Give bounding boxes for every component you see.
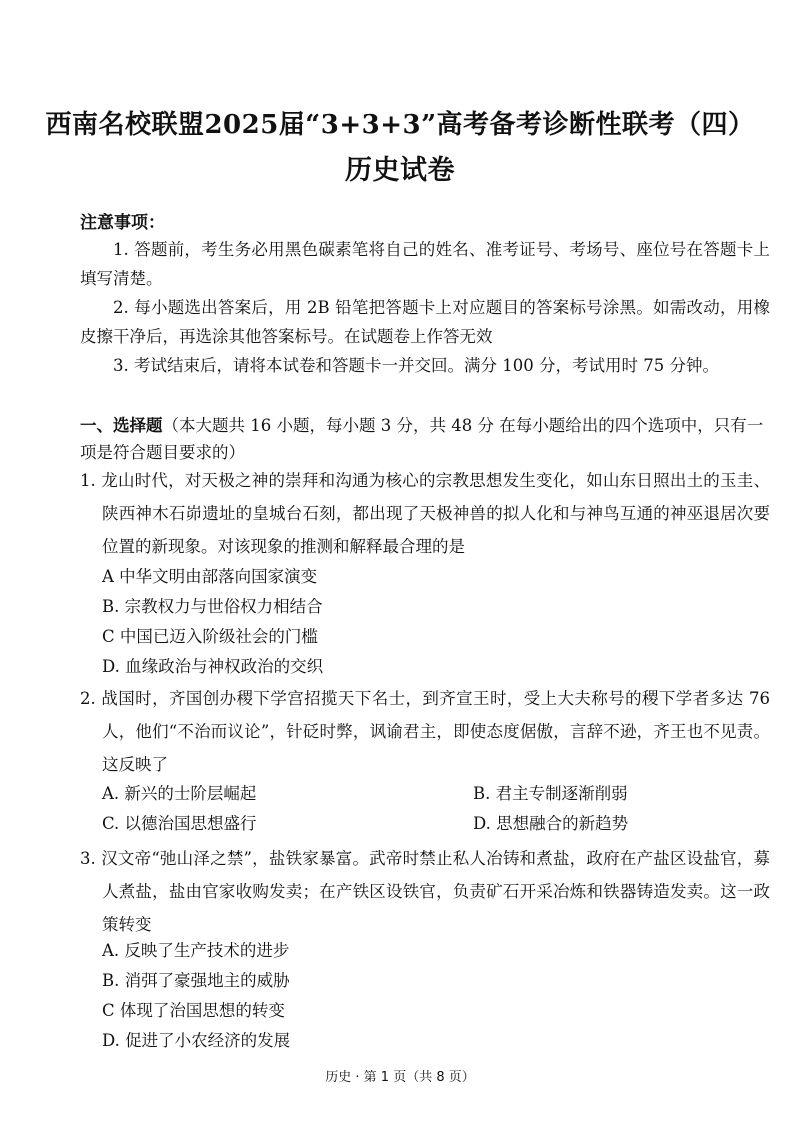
- subject-title: 历史试卷: [345, 155, 455, 186]
- option: A. 反映了生产技术的进步: [102, 941, 290, 960]
- option: C 体现了治国思想的转变: [102, 1001, 285, 1020]
- exam-title: 西南名校联盟2025届“3+3+3”高考备考诊断性联考（四）: [45, 110, 755, 140]
- note-item: 3. 考试结束后，请将本试卷和答题卡一并交回。满分 100 分，考试用时 75 分钟。: [113, 356, 719, 375]
- question-stem: 1. 龙山时代，对天极之神的崇拜和沟通为核心的宗教思想发生变化，如山东日照出土的玉圭、陕西神木石峁遗址的皇城台石刻，都出现了天极神兽的拟人化和与神鸟互通的神巫退居次要位置的新现象。对该现象的推测和解释最合理的是: [80, 471, 770, 556]
- option: D. 促进了小农经济的发展: [102, 1031, 291, 1050]
- notes-heading: 注意事项：: [80, 213, 165, 233]
- option: A. 新兴的士阶层崛起: [102, 784, 257, 803]
- option: C 中国已迈入阶级社会的门槛: [102, 627, 318, 646]
- question-stem: 2. 战国时，齐国创办稷下学宫招揽天下名士，到齐宣王时，受上大夫称号的稷下学者多达 76 人，他们“不治而议论”，针砭时弊，讽谕君主，即使态度倨傲，言辞不逊，齐王也不见责。这反映了: [80, 689, 770, 774]
- question-stem: 3. 汉文帝“弛山泽之禁”，盐铁家暴富。武帝时禁止私人冶铸和煮盐，政府在产盐区设盐官，募人煮盐，盐由官家收购发卖；在产铁区设铁官，负责矿石开采冶炼和铁器铸造发卖。这一政策转变: [80, 849, 770, 934]
- note-item: 2. 每小题选出答案后，用 2B 铅笔把答题卡上对应题目的答案标号涂黑。如需改动，用橡皮擦干净后，再选涂其他答案标号。在试题卷上作答无效: [80, 298, 770, 346]
- section-heading: 一、选择题: [80, 416, 163, 435]
- option: A 中华文明由部落向国家演变: [102, 567, 318, 586]
- option: B. 消弭了豪强地主的威胁: [102, 971, 290, 990]
- option: B. 君主专制逐渐削弱: [473, 784, 628, 803]
- option: B. 宗教权力与世俗权力相结合: [102, 597, 323, 616]
- option: D. 思想融合的新趋势: [473, 814, 629, 833]
- note-item: 1. 答题前，考生务必用黑色碳素笔将自己的姓名、准考证号、考场号、座位号在答题卡上填写清楚。: [80, 240, 770, 288]
- page-footer: 历史 · 第 1 页（共 8 页）: [325, 1070, 475, 1085]
- option: C. 以德治国思想盛行: [102, 814, 257, 833]
- section-header: [80, 412, 770, 466]
- section-description: （本大题共 16 小题，每小题 3 分，共 48 分 在每小题给出的四个选项中，只有一项是符合题目要求的）: [80, 416, 764, 462]
- option: D. 血缘政治与神权政治的交织: [102, 657, 324, 676]
